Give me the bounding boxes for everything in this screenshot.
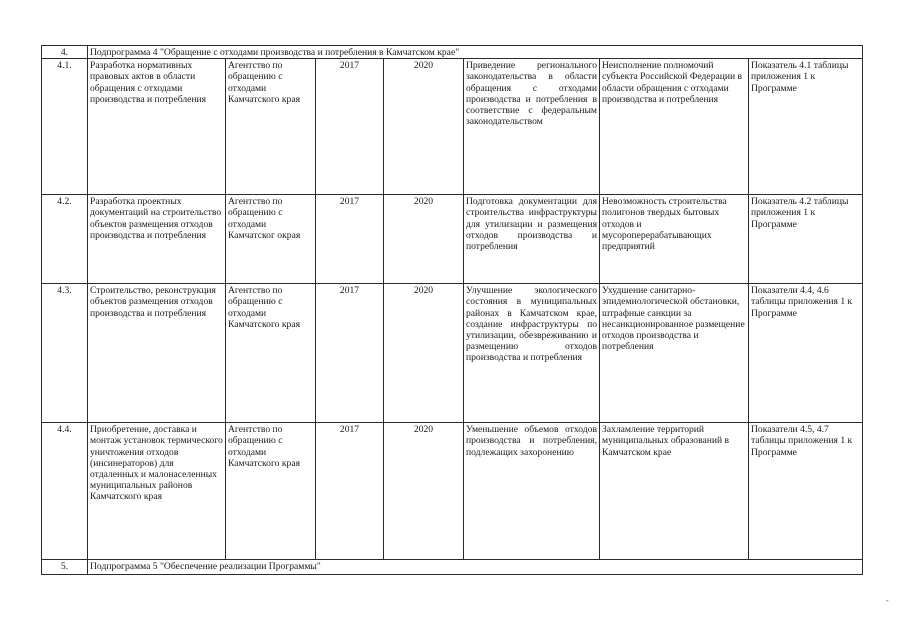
subprogram-title: Подпрограмма 5 "Обеспечение реализации Программы": [88, 560, 863, 575]
expected-result: Уменьшение объемов отходов производства и потребления, подлежащих захоронению: [464, 423, 600, 560]
non-implementation-consequence: Неисполнение полномочий субъекта Российской Федерации в области обращения с отходами производства и потребления: [600, 59, 749, 195]
event-executor: Агентство по обращению с отходами Камчатског окрая: [226, 195, 316, 284]
event-name: Строительство, реконструкция объектов размещения отходов производства и потребления: [88, 284, 226, 423]
end-year: 2020: [384, 59, 464, 195]
page-mark: -: [886, 596, 889, 605]
non-implementation-consequence: Захламление территорий муниципальных образований в Камчатском крае: [600, 423, 749, 560]
subprogram-number: 5.: [42, 560, 88, 575]
event-number: 4.3.: [42, 284, 88, 423]
event-name: Разработка нормативных правовых актов в области обращения с отходами производства и потребления: [88, 59, 226, 195]
end-year: 2020: [384, 423, 464, 560]
end-year: 2020: [384, 195, 464, 284]
program-events-table: [41, 45, 863, 575]
table-row: [42, 284, 863, 423]
event-number: 4.4.: [42, 423, 88, 560]
table-row: [42, 195, 863, 284]
event-number: 4.2.: [42, 195, 88, 284]
program-indicator: Показатели 4.4, 4.6 таблицы приложения 1 к Программе: [749, 284, 863, 423]
end-year: 2020: [384, 284, 464, 423]
table-row: [42, 423, 863, 560]
subprogram-number: 4.: [42, 46, 88, 59]
event-number: 4.1.: [42, 59, 88, 195]
program-indicator: Показатели 4.5, 4.7 таблицы приложения 1 к Программе: [749, 423, 863, 560]
subprogram-4-row: [42, 46, 863, 59]
event-executor: Агентство по обращению с отходами Камчатского края: [226, 284, 316, 423]
non-implementation-consequence: Ухудшение санитарно-эпидемиологической обстановки, штрафные санкции за несанкционированное размещение отходов производства и потребления: [600, 284, 749, 423]
subprogram-5-row: [42, 560, 863, 575]
expected-result: Улучшение экологического состояния в муниципальных районах в Камчатском крае, создание инфраструктуры по утилизации, обезвреживанию и размещению отходов производства и потребления: [464, 284, 600, 423]
expected-result: Приведение регионального законодательства в области обращения с отходами производства и потребления в соответствие с федеральным законодательством: [464, 59, 600, 195]
start-year: 2017: [316, 284, 384, 423]
start-year: 2017: [316, 195, 384, 284]
expected-result: Подготовка документации для строительства инфраструктуры для утилизации и размещения отходов производства и потребления: [464, 195, 600, 284]
non-implementation-consequence: Невозможность строительства полигонов твердых бытовых отходов и мусороперерабатывающих предприятий: [600, 195, 749, 284]
subprogram-title: Подпрограмма 4 "Обращение с отходами производства и потребления в Камчатском крае": [88, 46, 863, 59]
program-indicator: Показатель 4.1 таблицы приложения 1 к Программе: [749, 59, 863, 195]
event-name: Разработка проектных документаций на строительство объектов размещения отходов производства и потребления: [88, 195, 226, 284]
event-executor: Агентство по обращению с отходами Камчатского края: [226, 423, 316, 560]
start-year: 2017: [316, 423, 384, 560]
program-indicator: Показатель 4.2 таблицы приложения 1 к Программе: [749, 195, 863, 284]
event-executor: Агентство по обращению с отходами Камчатского края: [226, 59, 316, 195]
start-year: 2017: [316, 59, 384, 195]
table-row: [42, 59, 863, 195]
event-name: Приобретение, доставка и монтаж установок термического уничтожения отходов (инсинераторов) для отдаленных и малонаселенных муниципальных районов Камчатского края: [88, 423, 226, 560]
